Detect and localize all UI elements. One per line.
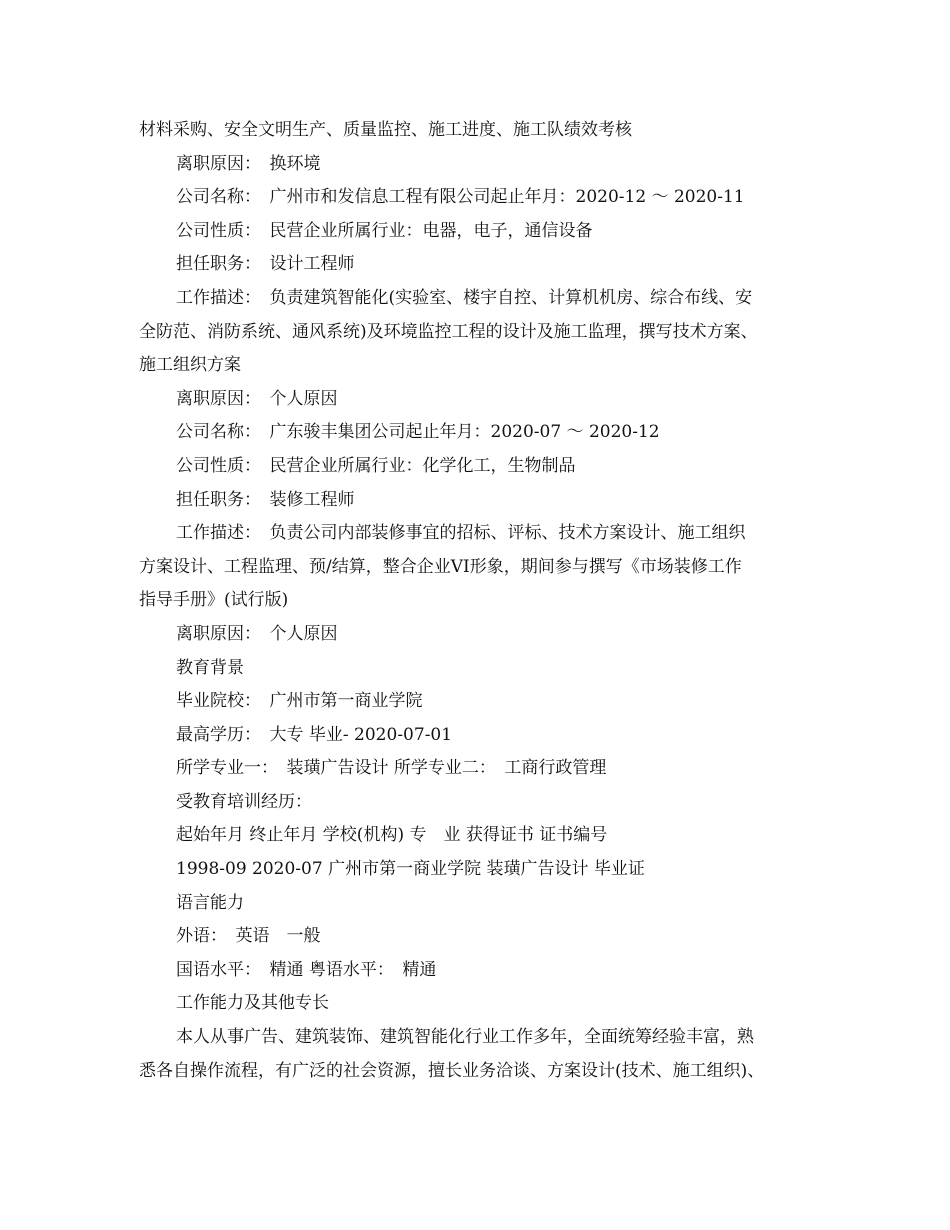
text-line: 所学专业一： 装璜广告设计 所学专业二： 工商行政管理 bbox=[176, 758, 607, 779]
text-line: 本人从事广告、建筑装饰、建筑智能化行业工作多年，全面统筹经验丰富，熟 bbox=[176, 1027, 754, 1048]
text-line: 最高学历： 大专 毕业- 2020-07-01 bbox=[176, 724, 453, 745]
text-line: 起始年月 终止年月 学校(机构) 专 业 获得证书 证书编号 bbox=[176, 825, 608, 846]
text-line: 公司性质： 民营企业所属行业：化学化工，生物制品 bbox=[176, 455, 576, 476]
text-line: 指导手册》(试行版) bbox=[139, 590, 289, 611]
section-heading: 语言能力 bbox=[176, 892, 244, 913]
text-line: 受教育培训经历： bbox=[176, 791, 312, 812]
text-line: 公司名称： 广州市和发信息工程有限公司起止年月：2020-12 ～ 2020-11 bbox=[176, 187, 745, 208]
text-line: 1998-09 2020-07 广州市第一商业学院 装璜广告设计 毕业证 bbox=[176, 859, 645, 880]
text-line: 外语： 英语 一般 bbox=[176, 926, 321, 947]
text-line: 工作描述： 负责公司内部装修事宜的招标、评标、技术方案设计、施工组织 bbox=[176, 523, 746, 544]
text-line: 施工组织方案 bbox=[139, 355, 241, 376]
text-line: 材料采购、安全文明生产、质量监控、施工进度、施工队绩效考核 bbox=[139, 120, 632, 140]
document-body bbox=[139, 114, 819, 1088]
text-line: 离职原因： 个人原因 bbox=[176, 388, 338, 409]
text-line: 毕业院校： 广州市第一商业学院 bbox=[176, 691, 423, 712]
text-line: 担任职务： 装修工程师 bbox=[176, 489, 355, 510]
text-line: 公司性质： 民营企业所属行业：电器，电子，通信设备 bbox=[176, 220, 593, 241]
section-heading: 工作能力及其他专长 bbox=[176, 993, 329, 1014]
text-line: 悉各自操作流程，有广泛的社会资源，擅长业务洽谈、方案设计(技术、施工组织)、 bbox=[139, 1060, 765, 1081]
text-line: 方案设计、工程监理、预/结算，整合企业VI形象，期间参与撰写《市场装修工作 bbox=[139, 556, 742, 577]
text-line: 全防范、消防系统、通风系统)及环境监控工程的设计及施工监理，撰写技术方案、 bbox=[139, 321, 758, 342]
text-line: 国语水平： 精通 粤语水平： 精通 bbox=[176, 959, 437, 980]
text-line: 工作描述： 负责建筑智能化(实验室、楼宇自控、计算机机房、综合布线、安 bbox=[176, 287, 753, 308]
text-line: 公司名称： 广东骏丰集团公司起止年月：2020-07 ～ 2020-12 bbox=[176, 422, 660, 443]
text-line: 担任职务： 设计工程师 bbox=[176, 254, 355, 275]
text-line: 离职原因： 换环境 bbox=[176, 153, 321, 174]
section-heading: 教育背景 bbox=[176, 657, 244, 678]
text-line: 离职原因： 个人原因 bbox=[176, 623, 338, 644]
